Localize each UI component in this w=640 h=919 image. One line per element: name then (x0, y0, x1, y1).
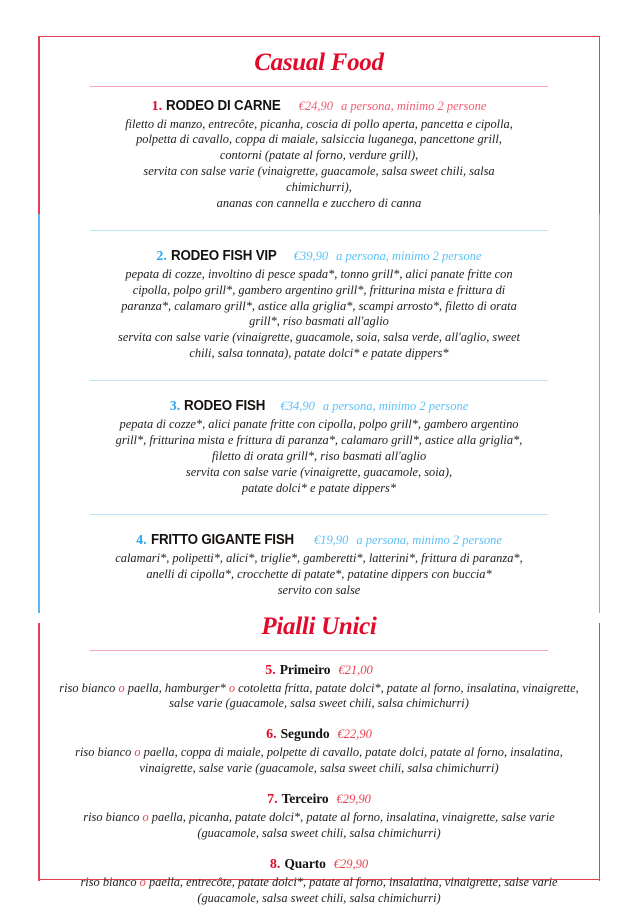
desc-line: pepata di cozze, involtino di pesce spada*, tonno grill*, alici panate fritte con (125, 266, 513, 281)
menu-item-5-name: Primeiro (279, 661, 331, 677)
desc-line: servita con salse varie (vinaigrette, guacamole, soia), (185, 464, 453, 479)
menu-item-8-name: Quarto (284, 855, 326, 871)
desc-line: servita con salse varie (vinaigrette, guacamole, salsa sweet chili, salsa (143, 164, 495, 179)
menu-item-6-name: Segundo (280, 726, 330, 742)
desc-line: salse varie (guacamole, salsa sweet chili, salsa chimichurri) (169, 696, 469, 711)
desc-line: vinaigrette, salse varie (guacamole, salsa sweet chili, salsa chimichurri) (139, 761, 499, 776)
menu-item-7-number: 7. (267, 792, 278, 807)
desc-line: filetto di manzo, entrecôte, picanha, coscia di pollo aperta, pancetta e cipolla, (125, 116, 513, 131)
menu-item-4-number: 4. (136, 533, 147, 549)
desc-line: servita con salse varie (vinaigrette, guacamole, soia, salsa verde, all'aglio, sweet (118, 330, 520, 345)
menu-item-4-price-note: a persona, minimo 2 persone (356, 533, 502, 548)
desc-line: (guacamole, salsa sweet chili, salsa chimichurri) (197, 825, 441, 840)
desc-line: riso bianco o paella, entrecôte, patate dolci*, patate al forno, insalatina, vinaigrette, salse varie (80, 874, 558, 889)
menu-item-6-price: €22,90 (337, 727, 372, 742)
menu-item-5-head (50, 660, 588, 680)
desc-line: grill*, riso basmati all'aglio (249, 314, 389, 329)
desc-line: chimichurri), (286, 180, 352, 194)
menu-item-7-head (50, 789, 588, 809)
desc-line: patate dolci* e patate dippers* (241, 480, 397, 495)
section-divider-casual-food (90, 86, 548, 87)
desc-line: paranza*, calamaro grill*, astice alla griglia*, scampi arrosto*, filetto di orata (121, 298, 517, 313)
desc-line: servito con salse (277, 583, 361, 598)
menu-item-5-price: €21,00 (338, 662, 373, 677)
desc-line: riso bianco o paella, coppa di maiale, polpette di cavallo, patate dolci, patate al forno, insalatina, (75, 745, 563, 760)
menu-item-5-description (50, 681, 588, 713)
menu-item-1[interactable] (38, 96, 600, 212)
section-pialli-unici (38, 601, 600, 907)
menu-item-5-number: 5. (265, 662, 276, 678)
menu-item-7-description (50, 810, 588, 842)
menu-item-8-price: €29,90 (333, 856, 369, 871)
menu-frame (38, 36, 600, 905)
menu-item-8-number: 8. (269, 856, 281, 872)
desc-line: chili, salsa tonnata), patate dolci* e patate dippers* (189, 346, 449, 361)
menu-item-2-price: €39,90 (293, 248, 329, 263)
separator-o: o (118, 680, 125, 695)
menu-item-3-price-note: a persona, minimo 2 persone (322, 399, 469, 413)
desc-line: polpetta di cavallo, coppa di maiale, salsiccia luganega, pancettone grill, (136, 132, 502, 147)
desc-line: filetto di orata grill*, riso basmati all'aglio (211, 448, 427, 463)
desc-line: riso bianco o paella, hamburger* o cotoletta fritta, patate dolci*, patate al forno, insalatina, vinaigrette, (59, 680, 579, 695)
menu-item-4-name: FRITTO GIGANTE FISH (150, 532, 294, 549)
separator-o: o (142, 810, 149, 824)
separator-o: o (139, 874, 146, 889)
menu-item-3[interactable] (38, 396, 600, 496)
menu-item-5[interactable] (38, 660, 600, 713)
menu-item-4-description (104, 551, 534, 599)
desc-line: riso bianco o paella, picanha, patate dolci*, patate al forno, insalatina, vinaigrette, salse varie (83, 810, 555, 824)
menu-item-3-head (50, 396, 588, 416)
desc-line: contorni (patate al forno, verdure grill), (219, 148, 419, 163)
menu-item-7-price: €29,90 (336, 792, 371, 806)
desc-line: grill*, fritturina mista e frittura di paranza*, calamaro grill*, astice alla griglia*, (115, 432, 523, 447)
menu-item-1-number: 1. (151, 98, 163, 114)
desc-line: anelli di cipolla*, crocchette di patate*, patatine dippers con buccia* (146, 567, 492, 582)
menu-item-2-description (104, 267, 534, 362)
menu-item-2[interactable] (38, 246, 600, 362)
menu-item-1-price-note: a persona, minimo 2 persone (340, 98, 487, 113)
item-divider-1 (90, 230, 548, 231)
menu-item-1-description (104, 117, 534, 212)
menu-item-8[interactable] (38, 854, 600, 907)
menu-item-2-head (50, 246, 588, 266)
menu-item-3-name: RODEO FISH (184, 398, 266, 414)
menu-item-7-name: Terceiro (281, 791, 329, 806)
menu-item-4-price: €19,90 (314, 533, 349, 548)
menu-item-8-head (50, 854, 588, 874)
menu-item-4[interactable] (38, 530, 600, 599)
menu-item-1-name: RODEO DI CARNE (166, 97, 281, 114)
menu-item-1-price: €24,90 (298, 98, 333, 113)
menu-item-8-description (50, 875, 588, 907)
menu-item-6-number: 6. (266, 727, 277, 743)
desc-line: pepata di cozze*, alici panate fritte con cipolla, polpo grill*, gambero argentino (119, 417, 519, 431)
section-divider-pialli-unici (90, 650, 548, 651)
section-casual-food (38, 37, 600, 599)
menu-item-2-price-note: a persona, minimo 2 persone (336, 248, 482, 263)
menu-item-6-head (50, 724, 588, 744)
menu-item-2-number: 2. (156, 248, 167, 264)
menu-content (38, 37, 600, 919)
menu-item-3-description (104, 417, 534, 496)
item-divider-3 (90, 514, 548, 515)
separator-o: o (228, 680, 236, 695)
menu-item-7[interactable] (38, 789, 600, 842)
menu-item-6[interactable] (38, 724, 600, 777)
desc-line: ananas con cannella e zucchero di canna (216, 195, 422, 210)
menu-item-6-description (50, 745, 588, 777)
section-title-casual-food: Casual Food (254, 49, 384, 76)
item-divider-2 (90, 380, 548, 381)
menu-item-1-head (50, 96, 588, 116)
menu-item-3-price: €34,90 (280, 399, 315, 413)
desc-line: cipolla, polpo grill*, gambero argentino grill*, fritturina mista e frittura di (132, 282, 506, 297)
desc-line: calamari*, polipetti*, alici*, triglie*, gamberetti*, latterini*, frittura di paranza*, (115, 551, 523, 566)
menu-item-3-number: 3. (169, 399, 181, 414)
desc-line: (guacamole, salsa sweet chili, salsa chimichurri) (197, 890, 441, 905)
menu-item-2-name: RODEO FISH VIP (170, 247, 277, 264)
separator-o: o (134, 745, 141, 760)
menu-item-4-head (50, 530, 588, 550)
section-title-pialli-unici: Pialli Unici (261, 613, 377, 640)
